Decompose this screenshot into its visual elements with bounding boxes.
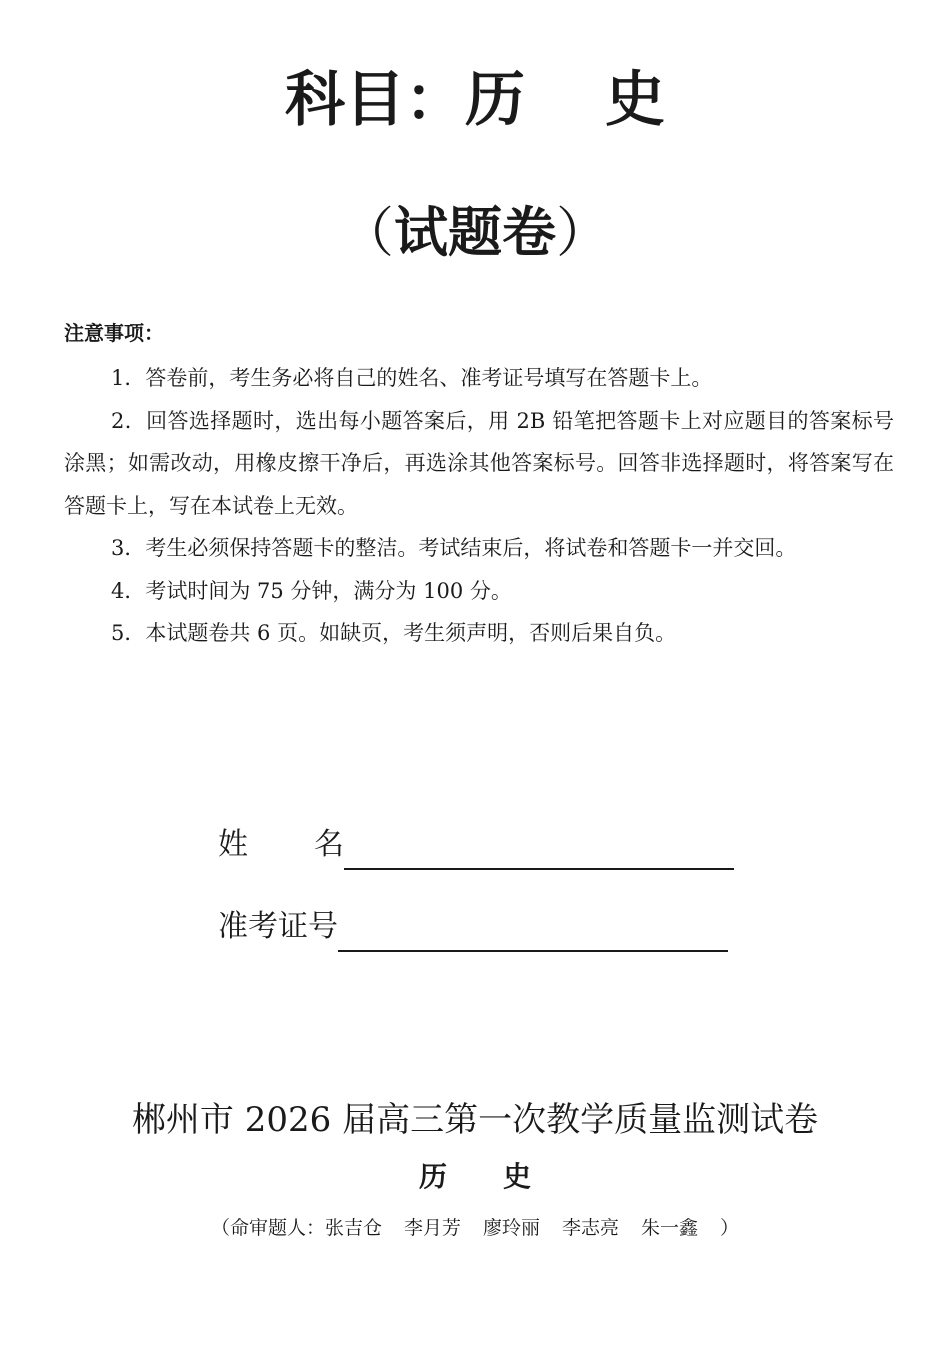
exam-id-field-line[interactable] (338, 912, 728, 952)
author-name: 李月芳 (403, 1217, 461, 1239)
exam-id-field-row (218, 902, 728, 952)
author-name: 张吉仓 (324, 1217, 382, 1239)
notice-item-5: 5．本试题卷共 6 页。如缺页，考生须声明，否则后果自负。 (111, 621, 677, 645)
notice-item-1: 1．答卷前，考生务必将自己的姓名、准考证号填写在答题卡上。 (111, 366, 713, 390)
name-label-char-2: 名 (314, 827, 344, 862)
notice-heading: 注意事项： (64, 321, 164, 345)
name-field-row (218, 820, 734, 870)
subject-char-2: 史 (605, 65, 665, 135)
notice-item-2: 2．回答选择题时，选出每小题答案后，用 2B 铅笔把答题卡上对应题目的答案标号涂黑；如需改动，用橡皮擦干净后，再选涂其他答案标号。回答非选择题时，将答案写在答题卡上，写在本试卷上无效。 (64, 408, 894, 518)
exam-title: 郴州市 2026 届高三第一次教学质量监测试卷 (131, 1100, 819, 1140)
name-field-line[interactable] (344, 830, 734, 870)
subject-prefix: 科目： (285, 65, 465, 135)
subject-char-1: 历 (465, 65, 525, 135)
notice-item-3: 3．考生必须保持答题卡的整洁。考试结束后，将试卷和答题卡一并交回。 (111, 536, 797, 560)
name-label-char-1: 姓 (218, 827, 248, 862)
author-name: 朱一鑫 (641, 1217, 699, 1239)
footer-subject-char-2: 史 (503, 1160, 532, 1193)
author-name: 廖玲丽 (482, 1217, 540, 1239)
authors-line (0, 1210, 950, 1246)
footer-subject-char-1: 历 (418, 1160, 447, 1193)
authors-close: ） (720, 1217, 740, 1239)
paper-type-close-paren: ） (556, 201, 610, 264)
exam-id-label: 准考证号 (218, 909, 338, 944)
footer-subject (0, 1155, 950, 1199)
authors-open: （命审题人： (210, 1217, 325, 1239)
paper-type-heading (0, 192, 950, 272)
notice-item-4: 4．考试时间为 75 分钟，满分为 100 分。 (111, 578, 512, 603)
name-label (218, 820, 344, 870)
notice-list (64, 357, 894, 655)
paper-type-open-paren: （ (340, 201, 394, 264)
subject-title (0, 55, 950, 145)
paper-type-label: 试题卷 (394, 200, 556, 264)
author-name: 李志亮 (562, 1217, 620, 1239)
